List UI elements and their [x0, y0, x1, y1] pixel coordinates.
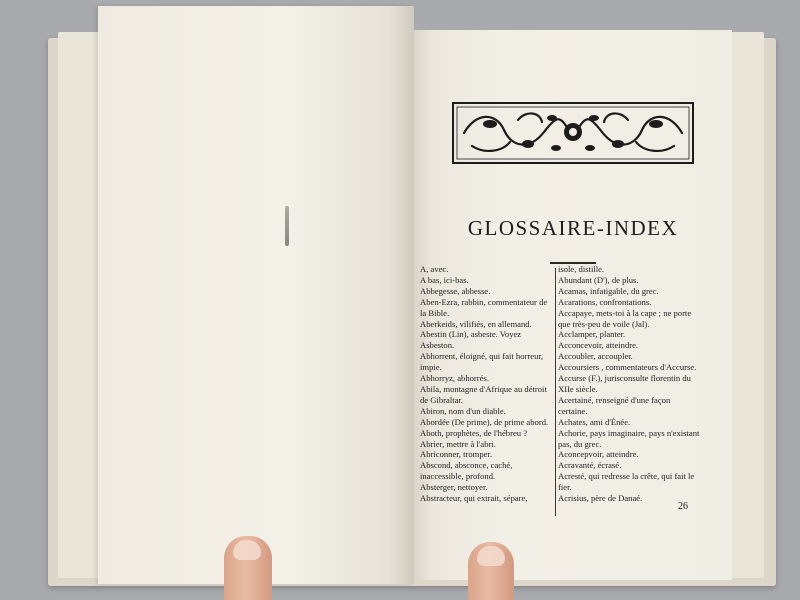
glossary-column-right: [558, 264, 700, 504]
glossary-entry: Acravanté, écrasé.: [558, 460, 622, 471]
glossary-entry: Abriconner, tromper.: [420, 449, 492, 460]
right-thumb: [468, 542, 514, 600]
glossary-entry: A bas, ici-bas.: [420, 274, 469, 285]
glossary-entry: Abordée (De prime), de prime abord.: [420, 416, 549, 427]
glossary-entry: Abiron, nom d'un diable.: [420, 405, 506, 416]
column-divider: [555, 268, 556, 516]
glossary-entry: Abbegesse, abbesse.: [420, 285, 491, 296]
glossary-entry: Abhorryz, abhorrés.: [420, 373, 489, 384]
glossary-entry: Abrier, mettre à l'abri.: [420, 438, 496, 449]
left-thumb: [224, 536, 272, 600]
glossary-entry: isole, distille.: [558, 264, 605, 274]
glossary-entry: A, avec.: [420, 264, 449, 274]
glossary-entry: Achorie, pays imaginaire, pays n'existant pas, du grec.: [558, 427, 700, 449]
left-page: [98, 6, 414, 584]
page-number: 26: [678, 501, 688, 512]
glossary-entry: Aberkeids, vilifiés, en allemand.: [420, 318, 532, 329]
glossary-entry: Abhorrent, éloigné, qui fait horreur, impie.: [420, 351, 544, 373]
glossary-entry: Achates, ami d'Énée.: [558, 416, 631, 427]
ink-mark: [285, 206, 289, 246]
glossary-entry: Absterger, nettoyer.: [420, 482, 488, 493]
glossary-entry: Abscond, absconce, caché, inaccessible, profond.: [420, 460, 513, 482]
glossary-entry: Abstracteur, qui extrait, sépare,: [420, 493, 528, 504]
thumbnail: [477, 546, 505, 566]
glossary-entry: Acconcevoir, atteindre.: [558, 340, 639, 351]
glossary-entry: Accurse (F.), jurisconsulte florentin du XIIe siècle.: [558, 373, 691, 394]
glossary-entry: Acertainé, renseigné d'une façon certaine.: [558, 394, 671, 416]
glossary-entry: Abestin (Lin), asbeste. Voyez Asbeston.: [420, 329, 522, 351]
glossary-entry: Accoursiers , commentateurs d'Accurse.: [558, 362, 697, 373]
glossary-entry: Acrisius, père de Danaé.: [558, 493, 643, 504]
glossary-entry: Aconcepvoir, atteindre.: [558, 449, 639, 460]
thumbnail: [233, 540, 261, 560]
glossary-entry: Accapaye, mets-toi à la cape ; ne porte que très-peu de voile (Jal).: [558, 307, 692, 329]
glossary-entry: Abundant (D'), de plus.: [558, 274, 639, 285]
glossary-entry: Aben-Ezra, rabbin, commentateur de la Bible.: [420, 296, 548, 318]
glossary-entry: Acclamper, planter.: [558, 329, 626, 340]
glossary-entry: Aboth, prophètes, de l'hébreu ?: [420, 427, 528, 438]
glossary-entry: Acresté, qui redresse la crête, qui fait le fier.: [558, 471, 695, 493]
glossary-entry: Accoubler, accoupler.: [558, 351, 633, 362]
glossary-entry: Abila, montagne d'Afrique au détroit de Gibraltar.: [420, 383, 547, 405]
page-title: GLOSSAIRE-INDEX: [467, 216, 679, 240]
glossary-column-left: [420, 264, 554, 504]
glossary-entry: Acarations, confrontations.: [558, 296, 652, 307]
right-page: [414, 30, 732, 580]
floral-ornament-icon: [452, 102, 694, 164]
glossary-entry: Acamas, infatigable, du grec.: [558, 285, 659, 296]
